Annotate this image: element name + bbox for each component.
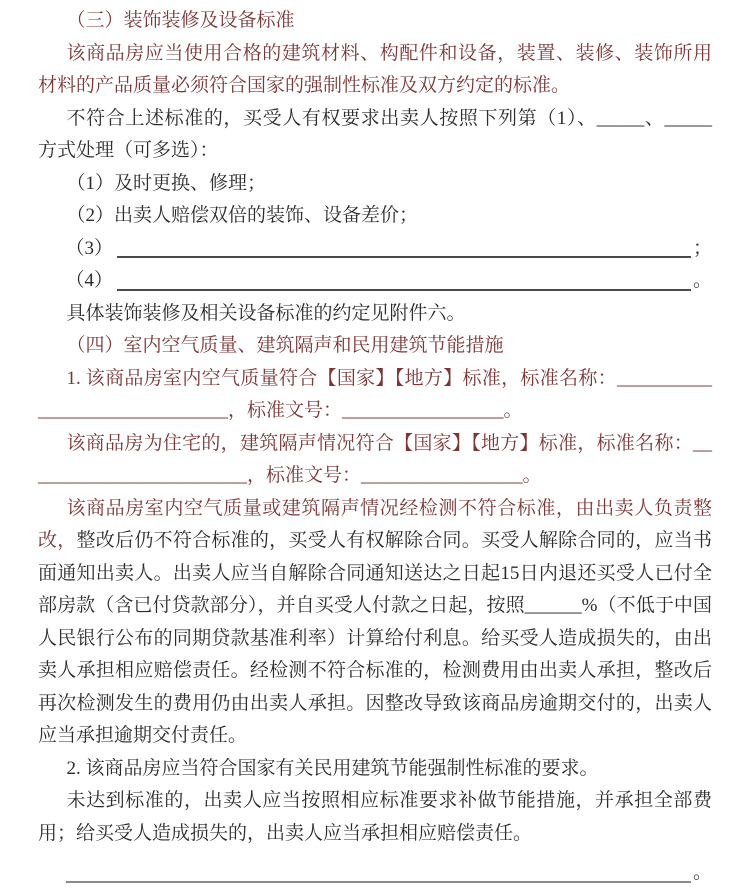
- section-3-heading: （三）装饰装修及设备标准: [66, 10, 295, 31]
- section-3-remedy-intro: 不符合上述标准的，买受人有权要求出卖人按照下列第（1）、_____、_____方式处理（可多选）：: [38, 107, 712, 161]
- section-3-option-4: [38, 265, 712, 298]
- bottom-blank-line: [66, 881, 691, 883]
- section-3-option-1: （1）及时更换、修理；: [66, 172, 267, 194]
- section-4-energy-clause: 2. 该商品房应当符合国家有关民用建筑节能强制性标准的要求。: [66, 757, 599, 779]
- section-3-option-3: [38, 233, 712, 266]
- option-3-blank-line: [117, 256, 691, 258]
- section-4-air-quality-clause: 1. 该商品房室内空气质量符合【国家】【地方】标准，标准名称：______________________________，标准文号：_________________。: [38, 367, 712, 421]
- breach-clause-lead: 该商品房室内空气质量或建筑隔声情况经检测不符合标准，由出卖人负责整改，: [38, 497, 712, 551]
- section-4-heading: （四）室内空气质量、建筑隔声和民用建筑节能措施: [66, 335, 504, 356]
- bottom-punctuation: 。: [692, 862, 712, 883]
- section-3-appendix-note: 具体装饰装修及相关设备标准的约定见附件六。: [66, 302, 466, 324]
- bottom-blank-line-row: [38, 857, 712, 890]
- section-3-materials-clause: 该商品房应当使用合格的建筑材料、构配件和设备，装置、装修、装饰所用材料的产品质量必须符合国家的强制性标准及双方约定的标准。: [38, 42, 712, 96]
- section-4-energy-breach-clause: 未达到标准的，出卖人应当按照相应标准要求补做节能措施，并承担全部费用；给买受人造成损失的，出卖人应当承担相应赔偿责任。: [38, 790, 712, 844]
- section-4-sound-insulation-clause: 该商品房为住宅的，建筑隔声情况符合【国家】【地方】标准，标准名称：________________________，标准文号：_________________。: [38, 432, 712, 486]
- section-3-option-2: （2）出卖人赔偿双倍的装饰、设备差价；: [66, 205, 419, 226]
- option-3-label: （3）: [65, 237, 114, 259]
- option-4-blank-line: [117, 289, 691, 291]
- option-4-punctuation: 。: [692, 270, 712, 291]
- option-3-punctuation: ；: [692, 237, 712, 259]
- option-4-label: （4）: [65, 270, 114, 291]
- section-4-breach-clause: [38, 493, 712, 753]
- breach-clause-rest: 整改后仍不符合标准的，买受人有权解除合同。买受人解除合同的，应当书面通知出卖人。出卖人应当自解除合同通知送达之日起15日内退还买受人已付全部房款（含已付贷款部分），并自买受人付款之日起，按照______%（不低于中国人民银行公布的同期贷款基准利率）计算给付利息。给买受人造成损失的，由出卖人承担相应赔偿责任。经检测不符合标准的，检测费用由出卖人承担，整改后再次检测发生的费用仍由出卖人承担。因整改导致该商品房逾期交付的，出卖人应当承担逾期交付责任。: [38, 530, 712, 746]
